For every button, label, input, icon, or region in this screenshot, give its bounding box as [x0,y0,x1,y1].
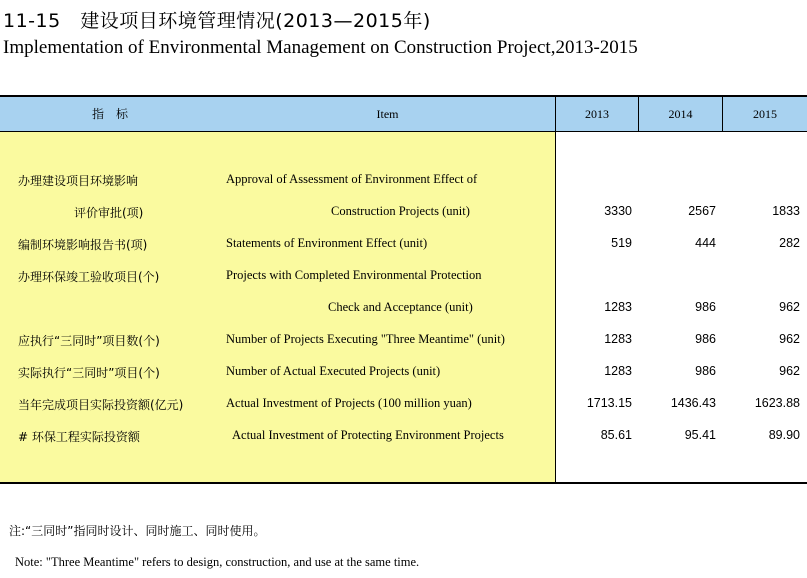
table-row [0,364,807,384]
cell-2015: 282 [779,236,800,250]
cell-2015: 1623.88 [754,396,800,410]
cell-2015: 962 [779,332,800,346]
cell-2014: 2567 [688,204,716,218]
cell-2013: 1283 [604,300,632,314]
row-label-en: Number of Projects Executing "Three Meantime" (unit) [226,332,505,346]
cell-2013: 3330 [604,204,632,218]
header-year-2014: 2014 [668,107,693,121]
row-label-en: Check and Acceptance (unit) [328,300,473,314]
table-row [0,428,807,448]
cell-2015: 962 [779,364,800,378]
cell-2014: 986 [695,300,716,314]
table-row [0,300,807,320]
cell-2014: 1436.43 [670,396,716,410]
cell-2013: 1713.15 [586,396,632,410]
page-title-chinese: 11-15 建设项目环境管理情况(2013—2015年) [3,10,431,32]
divider-2013 [638,97,639,131]
footnote-chinese: 注:“三同时”指同时设计、同时施工、同时使用。 [9,524,266,538]
row-label-cn: 评价审批(项) [74,206,144,220]
row-label-cn: 当年完成项目实际投资额(亿元) [18,398,184,412]
table-row [0,172,807,192]
cell-2015: 89.90 [768,428,800,442]
header-indicator: 指 标 [91,107,128,121]
header-year-2013: 2013 [585,107,609,121]
row-label-en: Projects with Completed Environmental Protection [226,268,482,282]
data-table [0,95,807,484]
divider-2014 [722,97,723,131]
cell-2015: 1833 [772,204,800,218]
cell-2013: 1283 [604,332,632,346]
row-label-en: Actual Investment of Projects (100 million yuan) [226,396,472,410]
cell-2015: 962 [779,300,800,314]
footnote-english: Note: "Three Meantime" refers to design, construction, and use at the same time. [15,555,420,569]
row-label-cn: 办理环保竣工验收项目(个) [18,270,160,284]
header-item: Item [376,107,399,121]
cell-2013: 85.61 [600,428,632,442]
page-title-english: Implementation of Environmental Management on Construction Project,2013-2015 [3,37,638,58]
row-label-cn: 应执行“三同时”项目数(个) [18,334,160,348]
table-row [0,204,807,224]
row-label-cn: 实际执行“三同时”项目(个) [18,366,160,380]
cell-2014: 444 [695,236,716,250]
table-row [0,236,807,256]
header-year-2015: 2015 [753,107,777,121]
row-label-cn: 办理建设项目环境影响 [18,174,139,188]
row-label-en: Actual Investment of Protecting Environment Projects [232,428,504,442]
cell-2014: 95.41 [684,428,716,442]
cell-2014: 986 [695,364,716,378]
row-label-cn: 编制环境影响报告书(项) [18,238,148,252]
cell-2013: 1283 [604,364,632,378]
table-row [0,268,807,288]
row-label-en: Number of Actual Executed Projects (unit) [226,364,441,378]
row-label-en: Approval of Assessment of Environment Effect of [226,172,478,186]
divider-stub [555,97,556,482]
row-label-cn: # 环保工程实际投资额 [18,430,140,444]
row-label-en: Construction Projects (unit) [331,204,470,218]
cell-2013: 519 [611,236,632,250]
table-row [0,332,807,352]
row-label-en: Statements of Environment Effect (unit) [226,236,428,250]
cell-2014: 986 [695,332,716,346]
table-header [0,97,807,132]
table-row [0,396,807,416]
